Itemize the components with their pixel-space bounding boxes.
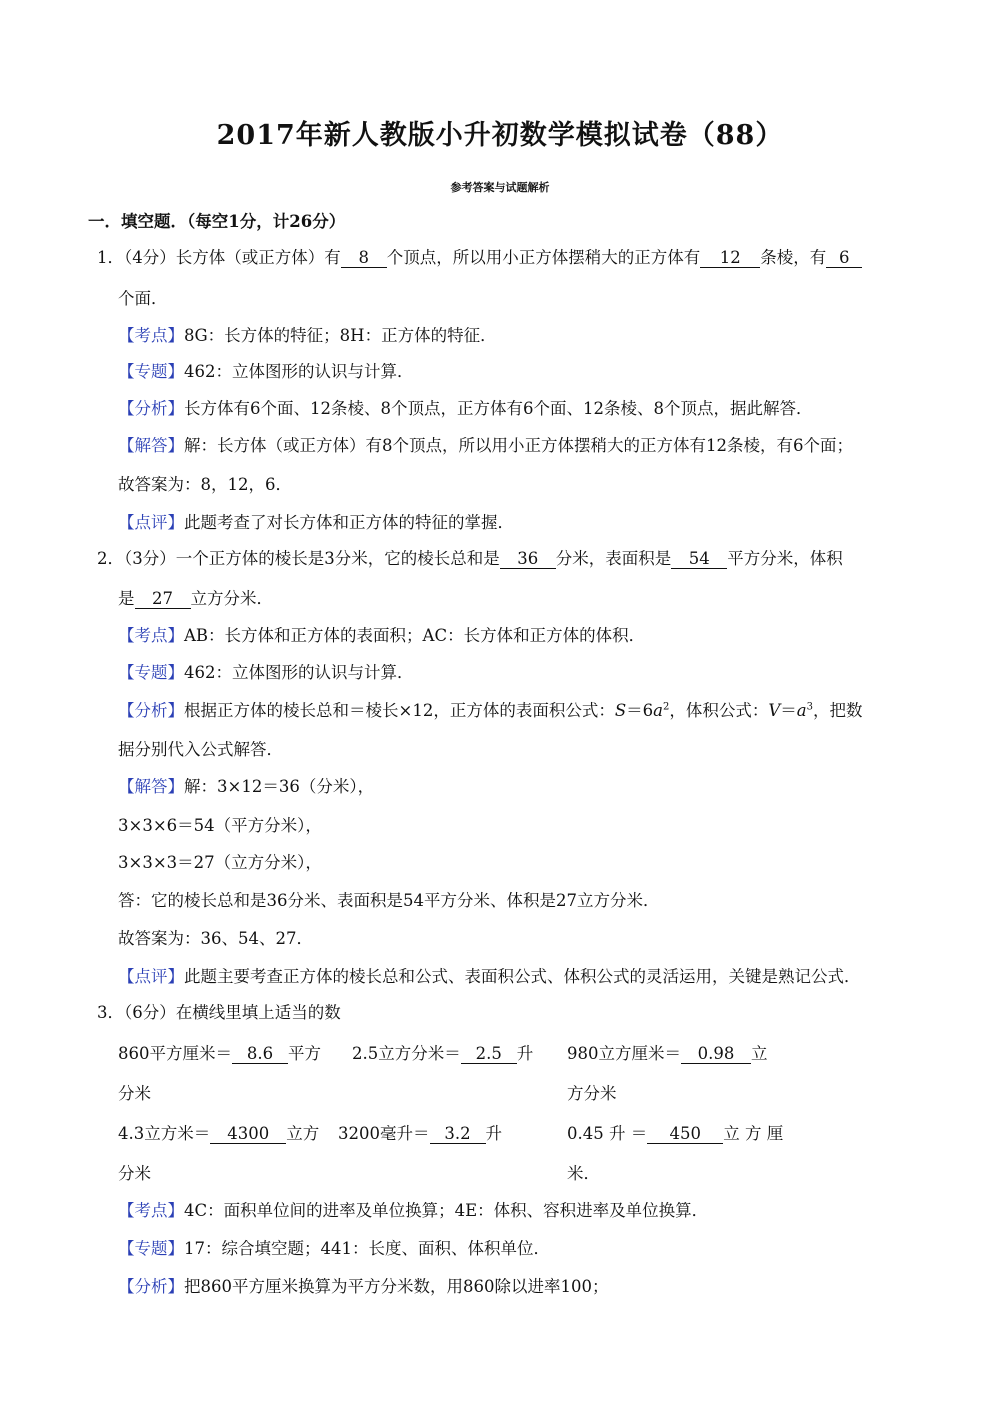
q2-jieda: 【解答】解：3×12＝36（分米）， bbox=[118, 777, 375, 796]
q3-item-4-line2: 分米 bbox=[118, 1164, 151, 1183]
q3-answer-3: 0.98 bbox=[681, 1045, 751, 1064]
q1-dianping: 【点评】此题考查了对长方体和正方体的特征的掌握． bbox=[118, 513, 514, 532]
q3-item-1-line1: 860平方厘米＝ 8.6 平方 bbox=[118, 1044, 321, 1063]
page-subtitle: 参考答案与试题解析 bbox=[450, 181, 550, 194]
q3-answer-4: 4300 bbox=[210, 1125, 286, 1144]
q3-item-3-line1: 980立方厘米＝ 0.98 立 bbox=[567, 1044, 768, 1063]
q2-answer-volume: 27 bbox=[135, 590, 191, 609]
q2-calc-surface: 3×3×6＝54（平方分米）， bbox=[118, 816, 322, 835]
q1-answer-summary: 故答案为：8，12，6． bbox=[118, 475, 292, 494]
q2-stem-line2: 是 27 立方分米． bbox=[118, 589, 273, 608]
q1-fenxi: 【分析】长方体有6个面、12条棱、8个顶点，正方体有6个面、12条棱、8个顶点，据此解答． bbox=[118, 399, 813, 418]
q1-zhuanti: 【专题】462：立体图形的认识与计算． bbox=[118, 362, 414, 381]
q3-answer-2: 2.5 bbox=[461, 1045, 517, 1064]
q3-zhuanti: 【专题】17：综合填空题；441：长度、面积、体积单位． bbox=[118, 1239, 550, 1258]
q3-item-4-line1: 4.3立方米＝ 4300 立方 bbox=[118, 1124, 320, 1143]
q2-fenxi: 【分析】根据正方体的棱长总和＝棱长×12，正方体的表面积公式：$S=6a^2$，体积公式：$V=a^3$，把数 bbox=[118, 701, 863, 720]
q3-kaodian: 【考点】4C：面积单位间的进率及单位换算；4E：体积、容积进率及单位换算． bbox=[118, 1201, 709, 1220]
q2-kaodian: 【考点】AB：长方体和正方体的表面积；AC：长方体和正方体的体积． bbox=[118, 626, 646, 645]
q2-answer-surface: 54 bbox=[671, 550, 727, 569]
q2-answer-sentence: 答：它的棱长总和是36分米、表面积是54平方分米、体积是27立方分米． bbox=[118, 891, 660, 910]
q2-zhuanti: 【专题】462：立体图形的认识与计算． bbox=[118, 663, 414, 682]
q3-item-2: 2.5立方分米＝ 2.5 升 bbox=[352, 1044, 534, 1063]
q1-stem-line1: 1．（4分）长方体（或正方体）有 8 个顶点，所以用小正方体摆稍大的正方体有 12 条棱，有 6 bbox=[97, 247, 862, 269]
q1-stem-line2: 个面． bbox=[118, 289, 168, 308]
q3-fenxi: 【分析】把860平方厘米换算为平方分米数，用860除以进率100； bbox=[118, 1277, 609, 1296]
q2-fenxi-line2: 据分别代入公式解答． bbox=[118, 740, 283, 759]
q3-item-6-line2: 米． bbox=[567, 1164, 600, 1183]
q2-answer-summary: 故答案为：36、54、27． bbox=[118, 929, 313, 948]
q3-answer-1: 8.6 bbox=[232, 1045, 288, 1064]
q2-number: 2． bbox=[97, 549, 124, 568]
q1-number: 1． bbox=[97, 248, 124, 267]
q2-dianping: 【点评】此题主要考查正方体的棱长总和公式、表面积公式、体积公式的灵活运用，关键是熟记公式． bbox=[118, 967, 861, 986]
q3-answer-6: 450 bbox=[647, 1125, 723, 1144]
q3-item-1-line2: 分米 bbox=[118, 1084, 151, 1103]
q1-answer-faces: 6 bbox=[826, 249, 862, 268]
q1-answer-edges: 12 bbox=[700, 249, 760, 268]
q1-kaodian: 【考点】8G：长方体的特征；8H：正方体的特征． bbox=[118, 326, 497, 345]
q3-number: 3． bbox=[97, 1003, 124, 1022]
q3-item-5: 3200毫升＝ 3.2 升 bbox=[338, 1124, 502, 1143]
q2-stem-line1: 2．（3分）一个正方体的棱长是3分米，它的棱长总和是 36 分米，表面积是 54 平方分米，体积 bbox=[97, 549, 843, 568]
q2-calc-volume: 3×3×3＝27（立方分米）， bbox=[118, 853, 322, 872]
section-heading: 一．填空题．（每空1分，计26分） bbox=[88, 212, 346, 231]
q3-answer-5: 3.2 bbox=[430, 1125, 486, 1144]
q1-answer-vertices: 8 bbox=[341, 249, 387, 268]
q3-stem: 3．（6分）在横线里填上适当的数 bbox=[97, 1003, 341, 1022]
q3-item-3-line2: 方分米 bbox=[567, 1084, 617, 1103]
q3-item-6-line1: 0.45 升 ＝ 450 立 方 厘 bbox=[567, 1124, 784, 1143]
q2-answer-edge-sum: 36 bbox=[500, 550, 556, 569]
q1-jieda: 【解答】解：长方体（或正方体）有8个顶点，所以用小正方体摆稍大的正方体有12条棱，有6个面； bbox=[118, 436, 853, 455]
page-title: 2017年新人教版小升初数学模拟试卷（88） bbox=[216, 120, 784, 151]
